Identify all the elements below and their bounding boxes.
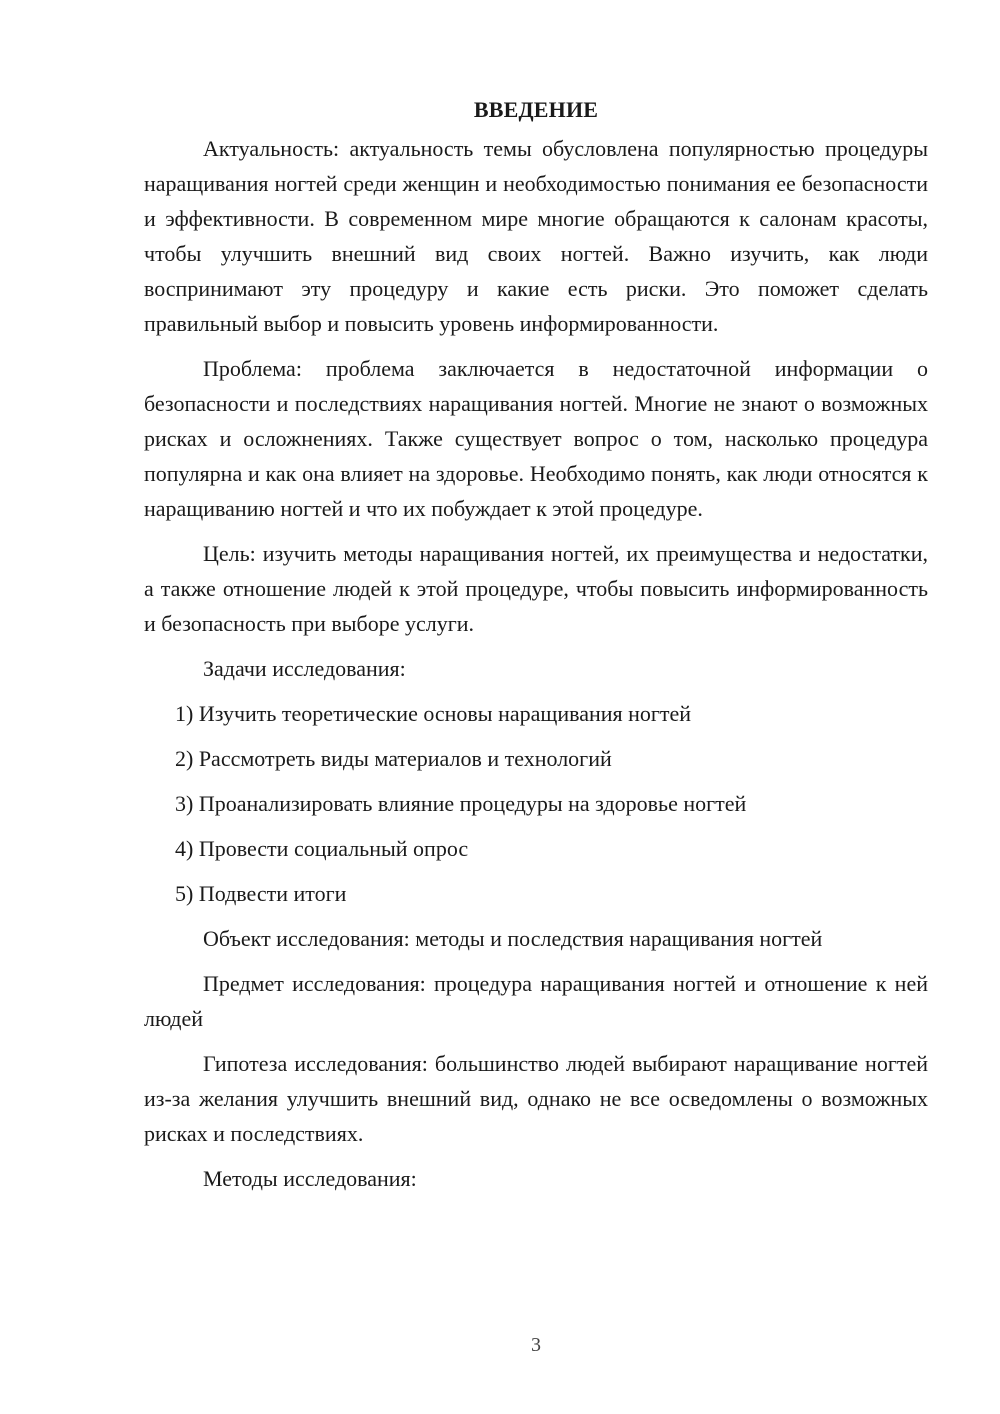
- tasks-heading: Задачи исследования:: [203, 656, 406, 681]
- document-page: [144, 92, 928, 1206]
- paragraph-relevance: Актуальность: актуальность темы обусловлена популярностью процедуры наращивания ногтей среди женщин и необходимостью понимания ее безопасности и эффективности. В современном мире многие обращаются к салонам красоты, чтобы улучшить внешний вид своих ногтей. Важно изучить, как люди воспринимают эту процедуру и какие есть риски. Это поможет сделать правильный выбор и повысить уровень информированности.: [144, 136, 928, 336]
- page-number: 3: [531, 1334, 541, 1356]
- task-item-4: 4) Провести социальный опрос: [175, 836, 469, 861]
- paragraph-subject: Предмет исследования: процедура наращивания ногтей и отношение к ней людей: [144, 971, 928, 1031]
- paragraph-goal: Цель: изучить методы наращивания ногтей, их преимущества и недостатки, а также отношение людей к этой процедуре, чтобы повысить информированность и безопасность при выборе услуги.: [144, 541, 928, 636]
- methods-heading: Методы исследования:: [203, 1166, 417, 1191]
- task-item-1: 1) Изучить теоретические основы наращивания ногтей: [175, 701, 692, 726]
- paragraph-hypothesis: Гипотеза исследования: большинство людей выбирают наращивание ногтей из-за желания улучшить внешний вид, однако не все осведомлены о возможных рисках и последствиях.: [144, 1051, 928, 1146]
- page-title: ВВЕДЕНИЕ: [473, 97, 599, 122]
- task-item-2: 2) Рассмотреть виды материалов и технологий: [175, 746, 612, 771]
- paragraph-object: Объект исследования: методы и последствия наращивания ногтей: [203, 926, 823, 951]
- task-item-3: 3) Проанализировать влияние процедуры на здоровье ногтей: [175, 791, 747, 816]
- task-item-5: 5) Подвести итоги: [175, 881, 347, 906]
- paragraph-problem: Проблема: проблема заключается в недостаточной информации о безопасности и последствиях наращивания ногтей. Многие не знают о возможных рисках и осложнениях. Также существует вопрос о том, насколько процедура популярна и как она влияет на здоровье. Необходимо понять, как люди относятся к наращиванию ногтей и что их побуждает к этой процедуре.: [144, 356, 928, 521]
